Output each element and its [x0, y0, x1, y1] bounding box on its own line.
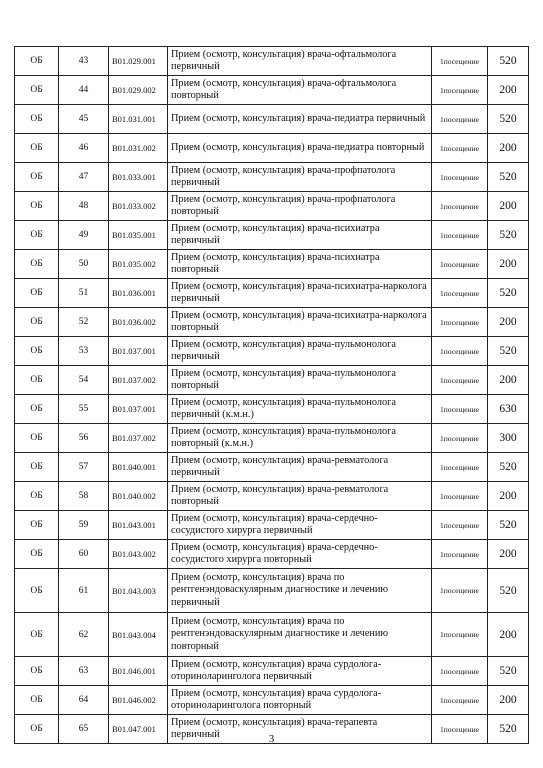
row-service-name: Прием (осмотр, консультация) врача-педиатра повторный	[168, 134, 432, 163]
row-unit: 1посещение	[432, 715, 488, 744]
table-row	[15, 221, 529, 250]
price-list-table	[14, 46, 529, 744]
row-service-name: Прием (осмотр, консультация) врача по рентгенэндоваскулярным диагностике и лечению повторный	[168, 613, 432, 657]
row-code: B01.037.001	[109, 395, 168, 424]
row-unit: 1посещение	[432, 192, 488, 221]
row-type: ОБ	[15, 76, 59, 105]
row-service-name: Прием (осмотр, консультация) врача-ревматолога первичный	[168, 453, 432, 482]
row-price: 200	[488, 686, 529, 715]
row-unit: 1посещение	[432, 337, 488, 366]
row-code: B01.043.001	[109, 511, 168, 540]
row-price: 630	[488, 395, 529, 424]
row-number: 47	[59, 163, 109, 192]
row-number: 49	[59, 221, 109, 250]
table-row	[15, 657, 529, 686]
row-number: 64	[59, 686, 109, 715]
row-type: ОБ	[15, 337, 59, 366]
table-row	[15, 395, 529, 424]
row-price: 520	[488, 657, 529, 686]
row-number: 54	[59, 366, 109, 395]
row-unit: 1посещение	[432, 482, 488, 511]
row-code: B01.029.001	[109, 47, 168, 76]
row-code: B01.043.004	[109, 613, 168, 657]
row-price: 300	[488, 424, 529, 453]
table-row	[15, 279, 529, 308]
row-price: 200	[488, 134, 529, 163]
row-number: 51	[59, 279, 109, 308]
row-code: B01.036.002	[109, 308, 168, 337]
row-number: 48	[59, 192, 109, 221]
table-row	[15, 540, 529, 569]
row-type: ОБ	[15, 569, 59, 613]
row-type: ОБ	[15, 366, 59, 395]
row-price: 200	[488, 482, 529, 511]
row-type: ОБ	[15, 105, 59, 134]
row-price: 520	[488, 511, 529, 540]
row-type: ОБ	[15, 134, 59, 163]
row-type: ОБ	[15, 482, 59, 511]
row-code: B01.040.002	[109, 482, 168, 511]
table-row	[15, 686, 529, 715]
row-unit: 1посещение	[432, 221, 488, 250]
row-type: ОБ	[15, 686, 59, 715]
row-code: B01.037.002	[109, 366, 168, 395]
row-price: 520	[488, 47, 529, 76]
row-code: B01.043.003	[109, 569, 168, 613]
row-price: 200	[488, 250, 529, 279]
row-service-name: Прием (осмотр, консультация) врача-профпатолога первичный	[168, 163, 432, 192]
row-price: 200	[488, 366, 529, 395]
row-price: 200	[488, 540, 529, 569]
row-number: 45	[59, 105, 109, 134]
row-number: 56	[59, 424, 109, 453]
table-row	[15, 134, 529, 163]
row-number: 63	[59, 657, 109, 686]
row-price: 520	[488, 569, 529, 613]
row-unit: 1посещение	[432, 453, 488, 482]
table-row	[15, 76, 529, 105]
row-price: 520	[488, 105, 529, 134]
row-service-name: Прием (осмотр, консультация) врача-офтальмолога первичный	[168, 47, 432, 76]
row-service-name: Прием (осмотр, консультация) врача-пульмонолога первичный	[168, 337, 432, 366]
row-price: 520	[488, 715, 529, 744]
row-type: ОБ	[15, 657, 59, 686]
row-unit: 1посещение	[432, 279, 488, 308]
table-row	[15, 163, 529, 192]
row-number: 52	[59, 308, 109, 337]
row-service-name: Прием (осмотр, консультация) врача-терапевта первичный	[168, 715, 432, 744]
row-service-name: Прием (осмотр, консультация) врача-педиатра первичный	[168, 105, 432, 134]
row-service-name: Прием (осмотр, консультация) врача сурдолога-оториноларинголога первичный	[168, 657, 432, 686]
row-number: 50	[59, 250, 109, 279]
row-type: ОБ	[15, 308, 59, 337]
row-number: 55	[59, 395, 109, 424]
table-row	[15, 569, 529, 613]
row-number: 59	[59, 511, 109, 540]
row-code: B01.033.001	[109, 163, 168, 192]
row-unit: 1посещение	[432, 395, 488, 424]
row-type: ОБ	[15, 279, 59, 308]
row-code: B01.031.002	[109, 134, 168, 163]
table-row	[15, 424, 529, 453]
row-number: 46	[59, 134, 109, 163]
row-number: 61	[59, 569, 109, 613]
row-number: 58	[59, 482, 109, 511]
row-type: ОБ	[15, 163, 59, 192]
row-number: 53	[59, 337, 109, 366]
row-service-name: Прием (осмотр, консультация) врача-сердечно-сосудистого хирурга повторный	[168, 540, 432, 569]
row-unit: 1посещение	[432, 134, 488, 163]
row-code: B01.046.001	[109, 657, 168, 686]
row-type: ОБ	[15, 192, 59, 221]
row-price: 520	[488, 163, 529, 192]
price-list-body	[15, 47, 529, 744]
table-row	[15, 366, 529, 395]
row-unit: 1посещение	[432, 105, 488, 134]
row-type: ОБ	[15, 613, 59, 657]
row-code: B01.037.001	[109, 337, 168, 366]
table-row	[15, 308, 529, 337]
row-unit: 1посещение	[432, 76, 488, 105]
row-code: B01.037.002	[109, 424, 168, 453]
row-type: ОБ	[15, 715, 59, 744]
row-number: 57	[59, 453, 109, 482]
table-row	[15, 250, 529, 279]
row-type: ОБ	[15, 221, 59, 250]
row-service-name: Прием (осмотр, консультация) врача-пульмонолога повторный (к.м.н.)	[168, 424, 432, 453]
row-code: B01.035.002	[109, 250, 168, 279]
row-code: B01.047.001	[109, 715, 168, 744]
row-service-name: Прием (осмотр, консультация) врача-психиатра-нарколога первичный	[168, 279, 432, 308]
row-unit: 1посещение	[432, 47, 488, 76]
row-price: 520	[488, 221, 529, 250]
row-unit: 1посещение	[432, 250, 488, 279]
table-row	[15, 105, 529, 134]
row-unit: 1посещение	[432, 308, 488, 337]
row-price: 200	[488, 308, 529, 337]
row-service-name: Прием (осмотр, консультация) врача-офтальмолога повторный	[168, 76, 432, 105]
row-unit: 1посещение	[432, 686, 488, 715]
row-code: B01.036.001	[109, 279, 168, 308]
row-type: ОБ	[15, 395, 59, 424]
row-code: B01.046.002	[109, 686, 168, 715]
table-row	[15, 613, 529, 657]
row-service-name: Прием (осмотр, консультация) врача по рентгенэндоваскулярным диагностике и лечению первичный	[168, 569, 432, 613]
row-service-name: Прием (осмотр, консультация) врача сурдолога-оториноларинголога повторный	[168, 686, 432, 715]
row-service-name: Прием (осмотр, консультация) врача-ревматолога повторный	[168, 482, 432, 511]
row-type: ОБ	[15, 511, 59, 540]
row-type: ОБ	[15, 250, 59, 279]
row-code: B01.035.001	[109, 221, 168, 250]
row-price: 200	[488, 76, 529, 105]
row-price: 520	[488, 453, 529, 482]
row-number: 60	[59, 540, 109, 569]
row-service-name: Прием (осмотр, консультация) врача-сердечно-сосудистого хирурга первичный	[168, 511, 432, 540]
row-price: 520	[488, 337, 529, 366]
table-row	[15, 337, 529, 366]
row-unit: 1посещение	[432, 366, 488, 395]
row-code: B01.040.001	[109, 453, 168, 482]
row-number: 43	[59, 47, 109, 76]
row-type: ОБ	[15, 424, 59, 453]
row-unit: 1посещение	[432, 613, 488, 657]
page-number: 3	[268, 733, 275, 745]
row-price: 200	[488, 192, 529, 221]
table-row	[15, 47, 529, 76]
row-type: ОБ	[15, 540, 59, 569]
row-number: 62	[59, 613, 109, 657]
table-row	[15, 453, 529, 482]
row-code: B01.043.002	[109, 540, 168, 569]
row-service-name: Прием (осмотр, консультация) врача-психиатра первичный	[168, 221, 432, 250]
row-service-name: Прием (осмотр, консультация) врача-профпатолога повторный	[168, 192, 432, 221]
row-unit: 1посещение	[432, 657, 488, 686]
row-unit: 1посещение	[432, 163, 488, 192]
row-number: 65	[59, 715, 109, 744]
row-service-name: Прием (осмотр, консультация) врача-пульмонолога первичный (к.м.н.)	[168, 395, 432, 424]
table-row	[15, 192, 529, 221]
table-row	[15, 511, 529, 540]
row-price: 520	[488, 279, 529, 308]
row-code: B01.029.002	[109, 76, 168, 105]
row-service-name: Прием (осмотр, консультация) врача-психиатра-нарколога повторный	[168, 308, 432, 337]
row-service-name: Прием (осмотр, консультация) врача-пульмонолога повторный	[168, 366, 432, 395]
row-unit: 1посещение	[432, 569, 488, 613]
row-price: 200	[488, 613, 529, 657]
row-unit: 1посещение	[432, 424, 488, 453]
row-number: 44	[59, 76, 109, 105]
row-type: ОБ	[15, 453, 59, 482]
row-code: B01.033.002	[109, 192, 168, 221]
row-code: B01.031.001	[109, 105, 168, 134]
row-type: ОБ	[15, 47, 59, 76]
row-unit: 1посещение	[432, 511, 488, 540]
row-service-name: Прием (осмотр, консультация) врача-психиатра повторный	[168, 250, 432, 279]
table-row	[15, 482, 529, 511]
row-unit: 1посещение	[432, 540, 488, 569]
